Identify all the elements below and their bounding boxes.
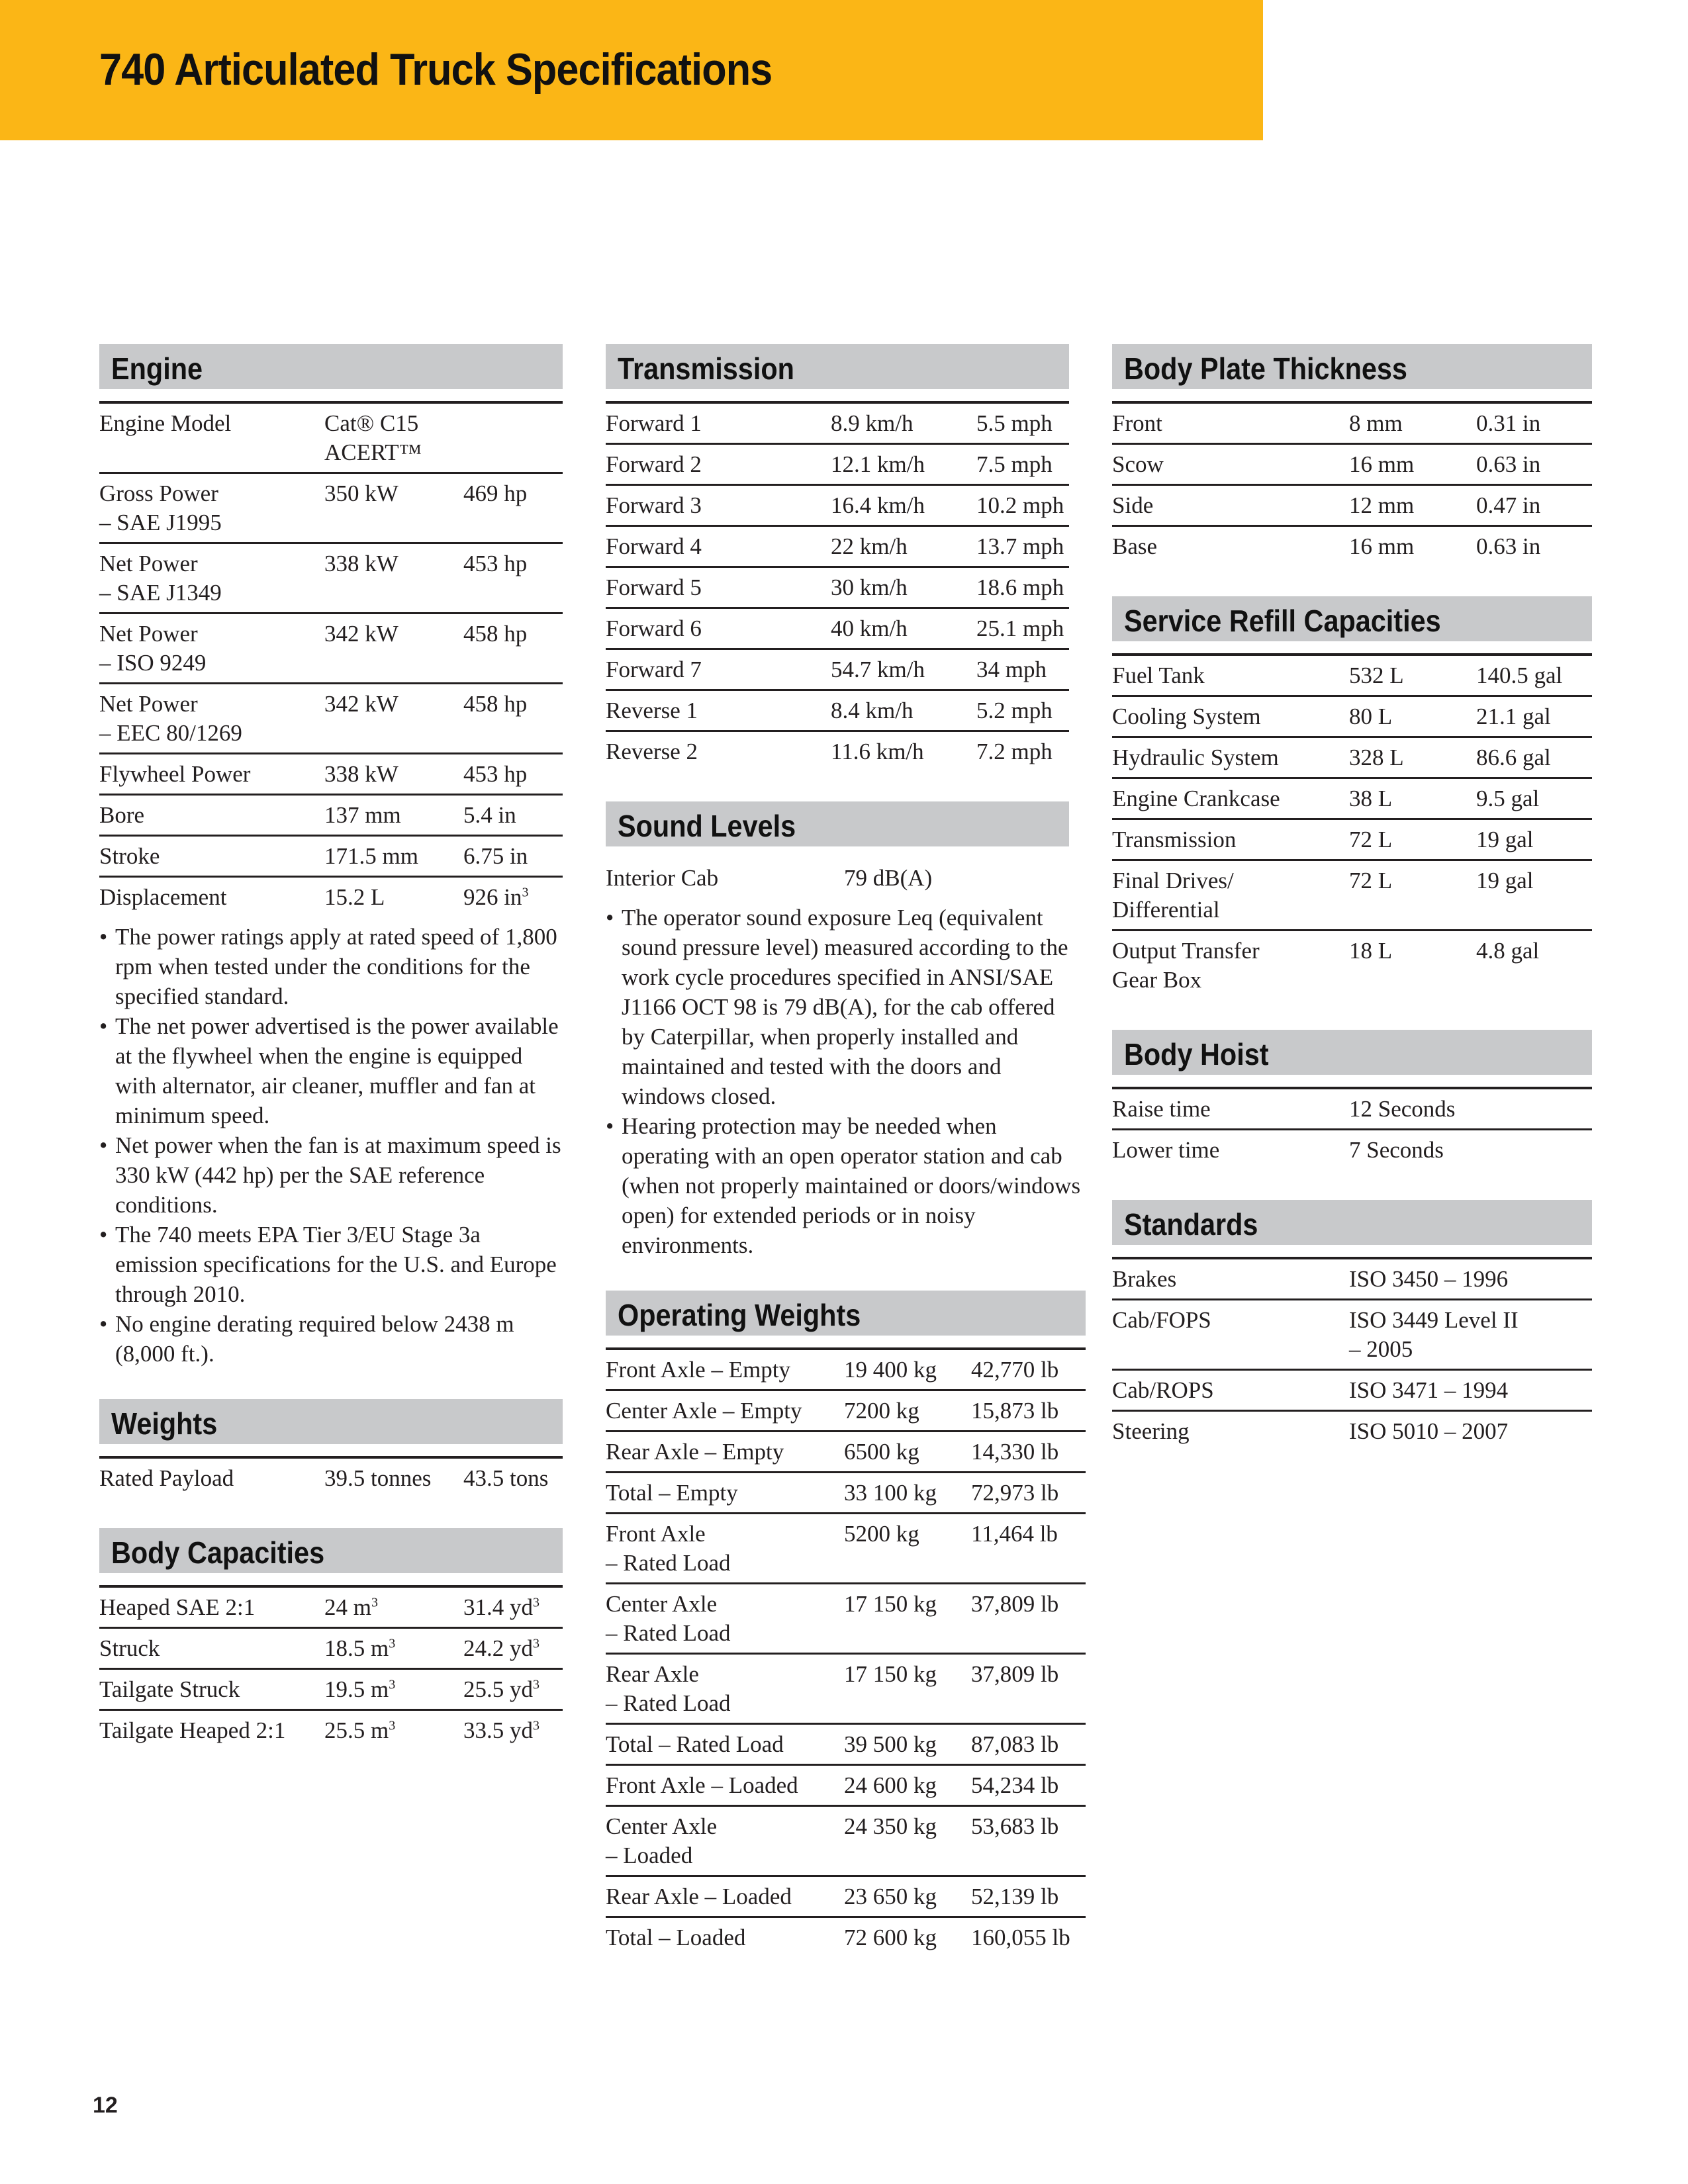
spec-value: 926 $in^3$: [463, 884, 529, 910]
spec-table: [99, 401, 563, 917]
section-title: Body Hoist: [1124, 1037, 1269, 1071]
table-row: [99, 1670, 563, 1711]
engine-notes: [99, 922, 563, 1369]
page-title: 740 Articulated Truck Specifications: [99, 44, 773, 95]
section-header: [99, 1399, 563, 1447]
spec-label: Front Axle – Empty: [606, 1357, 791, 1383]
table-row: [606, 858, 1069, 897]
note-item: • Net power when the fan is at maximum speed is 330 kW (442 hp) per the SAE reference conditions.: [99, 1130, 563, 1220]
table-row: [1112, 486, 1592, 527]
section-title: Service Refill Capacities: [1124, 604, 1441, 638]
spec-value: 72,973 lb: [971, 1480, 1059, 1506]
spec-label: Raise time: [1112, 1096, 1211, 1122]
spec-value: 0.31 in: [1476, 410, 1541, 436]
page-number: 12: [93, 2093, 118, 2118]
section-header: [606, 1291, 1086, 1338]
spec-value: 31.4 $yd^3$: [463, 1594, 539, 1620]
service-refill-section: [1112, 596, 1592, 999]
spec-table: [1112, 653, 1592, 999]
spec-value: 52,139 lb: [971, 1884, 1059, 1909]
spec-value: 24 350 kg: [844, 1813, 937, 1839]
spec-value: 24.2 $yd^3$: [463, 1635, 539, 1661]
table-row: [606, 1766, 1086, 1807]
spec-label: Scow: [1112, 451, 1164, 477]
table-row: [606, 1655, 1086, 1725]
spec-value: 453 hp: [463, 761, 528, 787]
spec-value: 7.2 mph: [976, 739, 1053, 764]
spec-value: 5200 kg: [844, 1521, 919, 1547]
spec-label: Tailgate Heaped 2:1: [99, 1717, 286, 1743]
spec-label: Displacement: [99, 884, 227, 910]
spec-label: Net Power – EEC 80/1269: [99, 691, 242, 746]
operating-weights-section: [606, 1291, 1086, 1957]
spec-label: Gross Power – SAE J1995: [99, 480, 222, 535]
note-item: • The power ratings apply at rated speed of 1,800 rpm when tested under the conditions for the specified standard.: [99, 922, 563, 1011]
table-row: [99, 1459, 563, 1498]
spec-value: 42,770 lb: [971, 1357, 1059, 1383]
table-row: [1112, 527, 1592, 566]
table-row: [99, 754, 563, 796]
spec-label: Rear Axle – Loaded: [606, 1884, 792, 1909]
section-title: Body Plate Thickness: [1124, 351, 1407, 386]
spec-label: Forward 3: [606, 492, 702, 518]
note-item: • The operator sound exposure Leq (equivalent sound pressure level) measured according to the work cycle procedures specified in ANSI/SAE J1166 OCT 98 is 79 dB(A), for the cab offered by Caterpillar, when properly installed and maintained and tested with the doors and windows closed.: [606, 903, 1082, 1111]
section-header: [99, 344, 563, 392]
table-row: [99, 878, 563, 917]
table-row: [606, 691, 1069, 732]
spec-label: Forward 2: [606, 451, 702, 477]
table-row: [99, 1629, 563, 1670]
spec-value: 14,330 lb: [971, 1439, 1059, 1465]
spec-value: 5.4 in: [463, 802, 516, 828]
spec-label: Center Axle – Rated Load: [606, 1591, 731, 1646]
section-title: Transmission: [618, 351, 794, 386]
table-row: [606, 1584, 1086, 1655]
spec-value: 0.47 in: [1476, 492, 1541, 518]
spec-value: 171.5 mm: [324, 843, 418, 869]
spec-value: 4.8 gal: [1476, 938, 1540, 964]
section-title: Sound Levels: [618, 809, 796, 843]
spec-label: Flywheel Power: [99, 761, 251, 787]
spec-label: Output Transfer Gear Box: [1112, 938, 1260, 993]
spec-value: 16.4 km/h: [831, 492, 925, 518]
table-row: [1112, 738, 1592, 779]
spec-label: Engine Model: [99, 410, 232, 436]
section-title: Standards: [1124, 1207, 1258, 1242]
spec-value: 7 Seconds: [1349, 1137, 1444, 1163]
spec-value: 40 km/h: [831, 615, 908, 641]
spec-label: Forward 1: [606, 410, 702, 436]
table-row: [99, 614, 563, 684]
spec-value: 80 L: [1349, 704, 1393, 729]
spec-value: 342 kW: [324, 621, 399, 647]
spec-value: ISO 3471 – 1994: [1349, 1377, 1509, 1403]
table-row: [606, 1877, 1086, 1918]
spec-value: 8 mm: [1349, 410, 1403, 436]
spec-value: [463, 409, 563, 467]
spec-label: Rear Axle – Empty: [606, 1439, 784, 1465]
table-row: [99, 474, 563, 544]
table-row: [1112, 861, 1592, 931]
spec-table: [1112, 1257, 1592, 1451]
table-row: [606, 609, 1069, 650]
spec-value: 9.5 gal: [1476, 786, 1540, 811]
spec-value: 79 dB(A): [844, 865, 933, 891]
spec-value: 72 600 kg: [844, 1925, 937, 1950]
spec-label: Forward 5: [606, 574, 702, 600]
spec-value: Cat® C15 ACERT™: [324, 410, 422, 465]
spec-label: Cab/ROPS: [1112, 1377, 1214, 1403]
spec-label: Reverse 2: [606, 739, 698, 764]
spec-value: 34 mph: [976, 657, 1047, 682]
note-item: • The 740 meets EPA Tier 3/EU Stage 3a emission specifications for the U.S. and Europe through 2010.: [99, 1220, 563, 1309]
spec-label: Center Axle – Loaded: [606, 1813, 718, 1868]
spec-table: [99, 1585, 563, 1750]
table-row: [606, 486, 1069, 527]
spec-label: Reverse 1: [606, 698, 698, 723]
column-left: [99, 344, 563, 1780]
table-row: [99, 1588, 563, 1629]
engine-section: [99, 344, 563, 1369]
spec-value: 469 hp: [463, 480, 528, 506]
spec-label: Forward 4: [606, 533, 702, 559]
table-row: [606, 404, 1069, 445]
spec-value: 0.63 in: [1476, 533, 1541, 559]
spec-label: Center Axle – Empty: [606, 1398, 802, 1424]
spec-value: 7200 kg: [844, 1398, 919, 1424]
spec-value: 458 hp: [463, 621, 528, 647]
spec-table: [1112, 1087, 1592, 1169]
table-row: [606, 1391, 1086, 1432]
spec-label: Front Axle – Rated Load: [606, 1521, 731, 1576]
table-row: [606, 732, 1069, 771]
spec-value: 21.1 gal: [1476, 704, 1551, 729]
section-title: Operating Weights: [618, 1298, 861, 1332]
spec-value: 15,873 lb: [971, 1398, 1059, 1424]
section-header: [1112, 1200, 1592, 1248]
spec-value: 7.5 mph: [976, 451, 1053, 477]
section-header: [1112, 596, 1592, 644]
spec-value: 12 mm: [1349, 492, 1415, 518]
spec-value: 33.5 $yd^3$: [463, 1717, 539, 1743]
spec-value: 0.63 in: [1476, 451, 1541, 477]
spec-value: 87,083 lb: [971, 1731, 1059, 1757]
spec-label: Tailgate Struck: [99, 1676, 240, 1702]
spec-value: 6.75 in: [463, 843, 528, 869]
spec-label: Fuel Tank: [1112, 662, 1205, 688]
note-item: • No engine derating required below 2438 m (8,000 ft.).: [99, 1309, 563, 1369]
spec-label: Lower time: [1112, 1137, 1220, 1163]
spec-value: 338 kW: [324, 761, 399, 787]
spec-value: 10.2 mph: [976, 492, 1064, 518]
spec-value: 19 gal: [1476, 827, 1534, 852]
spec-value: 39.5 tonnes: [324, 1465, 432, 1491]
spec-value: 86.6 gal: [1476, 745, 1551, 770]
spec-label: Net Power – SAE J1349: [99, 551, 222, 606]
spec-value: 37,809 lb: [971, 1591, 1059, 1617]
table-row: [99, 1711, 563, 1750]
spec-table: [606, 401, 1069, 771]
note-item: • The net power advertised is the power available at the flywheel when the engine is equipped with alternator, air cleaner, muffler and fan at minimum speed.: [99, 1011, 563, 1130]
spec-label: Cooling System: [1112, 704, 1261, 729]
spec-value: 33 100 kg: [844, 1480, 937, 1506]
table-row: [1112, 404, 1592, 445]
spec-value: 458 hp: [463, 691, 528, 717]
spec-value: 11.6 km/h: [831, 739, 924, 764]
spec-value: 43.5 tons: [463, 1465, 549, 1491]
section-header: [1112, 1030, 1592, 1077]
spec-value: 18.6 mph: [976, 574, 1064, 600]
standards-section: [1112, 1200, 1592, 1451]
table-row: [1112, 1130, 1592, 1169]
spec-label: Rear Axle – Rated Load: [606, 1661, 731, 1716]
spec-value: 11,464 lb: [971, 1521, 1058, 1547]
spec-value: 18.5 $m^3$: [324, 1635, 396, 1661]
spec-table: [606, 1347, 1086, 1957]
table-row: [1112, 820, 1592, 861]
table-row: [1112, 779, 1592, 820]
table-row: [606, 1514, 1086, 1584]
spec-value: 328 L: [1349, 745, 1404, 770]
spec-value: 54.7 km/h: [831, 657, 925, 682]
table-row: [1112, 656, 1592, 697]
table-row: [606, 1350, 1086, 1391]
spec-label: Cab/FOPS: [1112, 1307, 1211, 1333]
section-title: Body Capacities: [111, 1535, 325, 1570]
table-row: [606, 527, 1069, 568]
spec-label: Total – Rated Load: [606, 1731, 784, 1757]
spec-label: Front Axle – Loaded: [606, 1772, 798, 1798]
spec-value: 25.1 mph: [976, 615, 1064, 641]
spec-label: Total – Empty: [606, 1480, 738, 1506]
table-row: [1112, 697, 1592, 738]
spec-table: [1112, 401, 1592, 566]
table-row: [99, 837, 563, 878]
sound-levels-section: [606, 801, 1086, 1260]
table-row: [99, 796, 563, 837]
spec-label: Struck: [99, 1635, 160, 1661]
spec-value: 19 400 kg: [844, 1357, 937, 1383]
spec-label: Engine Crankcase: [1112, 786, 1280, 811]
spec-value: 39 500 kg: [844, 1731, 937, 1757]
spec-value: 6500 kg: [844, 1439, 919, 1465]
spec-value: 19 gal: [1476, 868, 1534, 893]
table-row: [1112, 931, 1592, 999]
table-row: [1112, 1259, 1592, 1300]
spec-value: 342 kW: [324, 691, 399, 717]
section-header: [99, 1528, 563, 1576]
table-row: [606, 1807, 1086, 1877]
table-row: [1112, 1371, 1592, 1412]
body-capacities-section: [99, 1528, 563, 1750]
spec-label: Forward 6: [606, 615, 702, 641]
spec-value: 338 kW: [324, 551, 399, 576]
table-row: [1112, 1089, 1592, 1130]
section-title: Engine: [111, 351, 203, 386]
spec-value: 17 150 kg: [844, 1661, 937, 1687]
spec-value: 17 150 kg: [844, 1591, 937, 1617]
spec-value: 15.2 L: [324, 884, 385, 910]
spec-value: 25.5 $m^3$: [324, 1717, 396, 1743]
spec-value: 532 L: [1349, 662, 1404, 688]
spec-label: Brakes: [1112, 1266, 1177, 1292]
spec-value: ISO 5010 – 2007: [1349, 1418, 1509, 1444]
spec-value: 37,809 lb: [971, 1661, 1059, 1687]
title-banner: [0, 0, 1263, 140]
spec-value: 16 mm: [1349, 533, 1415, 559]
spec-value: 30 km/h: [831, 574, 908, 600]
table-row: [606, 445, 1069, 486]
spec-label: Base: [1112, 533, 1158, 559]
spec-label: Stroke: [99, 843, 160, 869]
spec-value: 8.4 km/h: [831, 698, 914, 723]
spec-label: Transmission: [1112, 827, 1237, 852]
weights-section: [99, 1399, 563, 1498]
spec-label: Side: [1112, 492, 1154, 518]
spec-value: 22 km/h: [831, 533, 908, 559]
spec-value: 38 L: [1349, 786, 1393, 811]
spec-value: ISO 3450 – 1996: [1349, 1266, 1509, 1292]
spec-label: Front: [1112, 410, 1162, 436]
table-row: [99, 404, 563, 474]
spec-value: [976, 864, 1069, 893]
section-header: [606, 344, 1069, 392]
spec-value: 72 L: [1349, 827, 1393, 852]
spec-value: 160,055 lb: [971, 1925, 1070, 1950]
table-row: [99, 544, 563, 614]
transmission-section: [606, 344, 1086, 771]
spec-value: 350 kW: [324, 480, 399, 506]
spec-value: 453 hp: [463, 551, 528, 576]
table-row: [606, 1918, 1086, 1957]
spec-value: 5.2 mph: [976, 698, 1053, 723]
section-header: [1112, 344, 1592, 392]
spec-value: 24 600 kg: [844, 1772, 937, 1798]
spec-value: 24 $m^3$: [324, 1594, 378, 1620]
spec-table: [606, 858, 1069, 897]
section-header: [606, 801, 1069, 849]
column-right: [1112, 344, 1592, 1481]
table-row: [1112, 1412, 1592, 1451]
sound-notes: [606, 903, 1082, 1260]
spec-value: 8.9 km/h: [831, 410, 914, 436]
spec-value: 5.5 mph: [976, 410, 1053, 436]
table-row: [1112, 445, 1592, 486]
table-row: [606, 1432, 1086, 1473]
table-row: [606, 568, 1069, 609]
spec-label: Interior Cab: [606, 865, 719, 891]
spec-label: Hydraulic System: [1112, 745, 1279, 770]
spec-label: Forward 7: [606, 657, 702, 682]
spec-label: Rated Payload: [99, 1465, 234, 1491]
body-hoist-section: [1112, 1030, 1592, 1169]
spec-value: 25.5 $yd^3$: [463, 1676, 539, 1702]
spec-value: 18 L: [1349, 938, 1393, 964]
spec-value: 16 mm: [1349, 451, 1415, 477]
spec-label: Total – Loaded: [606, 1925, 746, 1950]
table-row: [99, 684, 563, 754]
spec-value: 72 L: [1349, 868, 1393, 893]
table-row: [606, 1473, 1086, 1514]
table-row: [606, 1725, 1086, 1766]
spec-label: Heaped SAE 2:1: [99, 1594, 256, 1620]
column-middle: [606, 344, 1086, 1987]
spec-value: ISO 3449 Level II – 2005: [1349, 1307, 1519, 1362]
note-item: • Hearing protection may be needed when operating with an open operator station and cab (when not properly maintained or doors/windows open) for extended periods or in noisy environments.: [606, 1111, 1082, 1260]
section-title: Weights: [111, 1406, 218, 1441]
spec-value: 23 650 kg: [844, 1884, 937, 1909]
spec-value: 137 mm: [324, 802, 401, 828]
spec-value: 53,683 lb: [971, 1813, 1059, 1839]
table-row: [1112, 1300, 1592, 1371]
spec-label: Final Drives/ Differential: [1112, 868, 1234, 923]
body-plate-thickness-section: [1112, 344, 1592, 566]
spec-value: 54,234 lb: [971, 1772, 1059, 1798]
spec-table: [99, 1456, 563, 1498]
spec-label: Bore: [99, 802, 145, 828]
spec-label: Net Power – ISO 9249: [99, 621, 207, 676]
spec-value: 140.5 gal: [1476, 662, 1563, 688]
spec-value: 12 Seconds: [1349, 1096, 1456, 1122]
spec-value: 19.5 $m^3$: [324, 1676, 396, 1702]
spec-label: Steering: [1112, 1418, 1190, 1444]
table-row: [606, 650, 1069, 691]
spec-value: 13.7 mph: [976, 533, 1064, 559]
spec-value: 12.1 km/h: [831, 451, 925, 477]
